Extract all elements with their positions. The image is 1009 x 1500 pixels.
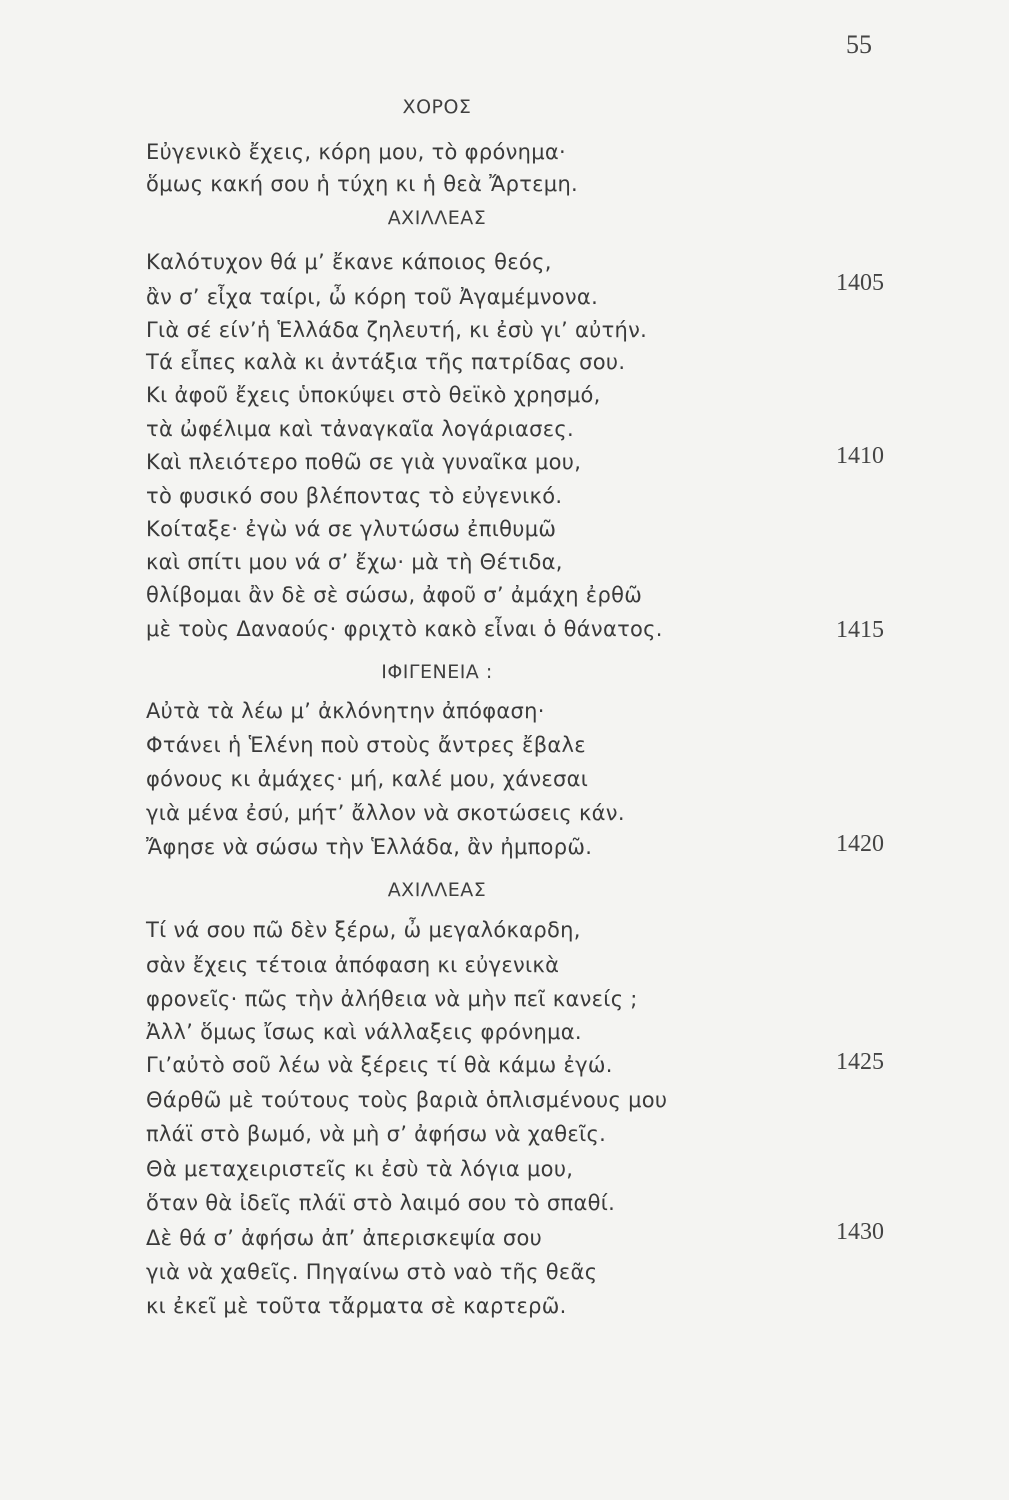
line-number: 1425	[836, 1049, 884, 1075]
verse-line: θλίβομαι ἂν δὲ σὲ σώσω, ἀφοῦ σ’ ἀμάχη ἐρθῶ	[146, 583, 643, 607]
verse-line: κι ἐκεῖ μὲ τοῦτα τἄρματα σὲ καρτερῶ.	[146, 1294, 567, 1318]
line-number: 1415	[836, 617, 884, 643]
verse-line: τὸ φυσικό σου βλέποντας τὸ εὐγενικό.	[146, 484, 563, 508]
verse-line: ὅμως κακή σου ἡ τύχη κι ἡ θεὰ Ἄρτεμη.	[146, 172, 579, 196]
verse-line: Δὲ θά σ’ ἀφήσω ἀπ’ ἀπερισκεψία σου	[146, 1226, 543, 1250]
verse-line: Καλότυχον θά μ’ ἔκανε κάποιος θεός,	[146, 250, 552, 274]
speaker-label: ΑΧΙΛΛΕΑΣ	[387, 207, 487, 229]
speaker-label: ΙΦΙΓΕΝΕΙΑ :	[381, 661, 493, 683]
verse-line: ἂν σ’ εἶχα ταίρι, ὦ κόρη τοῦ Ἀγαμέμνονα.	[146, 285, 599, 309]
speaker-label: ΑΧΙΛΛΕΑΣ	[387, 879, 487, 901]
verse-line: πλάϊ στὸ βωμό, νὰ μὴ σ’ ἀφήσω νὰ χαθεῖς.	[146, 1122, 607, 1146]
verse-line: γιὰ νὰ χαθεῖς. Πηγαίνω στὸ ναὸ τῆς θεᾶς	[146, 1260, 598, 1284]
line-number: 1405	[836, 270, 884, 296]
speaker-label: ΧΟΡΟΣ	[402, 96, 472, 118]
line-number: 1410	[836, 443, 884, 469]
verse-line: Φτάνει ἡ Ἑλένη ποὺ στοὺς ἄντρες ἔβαλε	[146, 733, 586, 757]
verse-line: μὲ τοὺς Δαναούς· φριχτὸ κακὸ εἶναι ὁ θάνατος.	[146, 617, 663, 641]
verse-line: Κοίταξε· ἐγὼ νά σε γλυτώσω ἐπιθυμῶ	[146, 517, 557, 541]
verse-line: Τί νά σου πῶ δὲν ξέρω, ὦ μεγαλόκαρδη,	[146, 918, 581, 942]
verse-line: Θὰ μεταχειριστεῖς κι ἐσὺ τὰ λόγια μου,	[146, 1157, 574, 1181]
verse-line: Εὐγενικὸ ἔχεις, κόρη μου, τὸ φρόνημα·	[146, 140, 567, 164]
verse-line: γιὰ μένα ἐσύ, μήτ’ ἄλλον νὰ σκοτώσεις κάν.	[146, 801, 625, 825]
page-number: 55	[846, 30, 872, 59]
line-number: 1430	[836, 1219, 884, 1245]
verse-line: Ἄφησε νὰ σώσω τὴν Ἑλλάδα, ἂν ἠμπορῶ.	[146, 835, 593, 859]
verse-line: Τά εἶπες καλὰ κι ἀντάξια τῆς πατρίδας σου.	[146, 350, 626, 374]
verse-line: τὰ ὠφέλιμα καὶ τἀναγκαῖα λογάριασες.	[146, 417, 574, 441]
verse-line: Θάρθῶ μὲ τούτους τοὺς βαριὰ ὁπλισμένους μου	[146, 1088, 668, 1112]
verse-line: φόνους κι ἀμάχες· μή, καλέ μου, χάνεσαι	[146, 767, 589, 791]
verse-line: Καὶ πλειότερο ποθῶ σε γιὰ γυναῖκα μου,	[146, 450, 582, 474]
verse-line: Κι ἀφοῦ ἔχεις ὑποκύψει στὸ θεϊκὸ χρησμό,	[146, 383, 601, 407]
verse-line: Ἀλλ’ ὅμως ἴσως καὶ νάλλαξεις φρόνημα.	[146, 1020, 582, 1044]
verse-line: Γιὰ σέ είν’ἡ Ἑλλάδα ζηλευτή, κι ἐσὺ γι’ αὐτήν.	[146, 318, 648, 342]
verse-line: ὅταν θὰ ἰδεῖς πλάϊ στὸ λαιμό σου τὸ σπαθί.	[146, 1191, 616, 1215]
verse-line: καὶ σπίτι μου νά σ’ ἔχω· μὰ τὴ Θέτιδα,	[146, 550, 563, 574]
verse-line: φρονεῖς· πῶς τὴν ἀλήθεια νὰ μὴν πεῖ κανείς ;	[146, 987, 638, 1011]
line-number: 1420	[836, 831, 884, 857]
verse-line: Αὐτὰ τὰ λέω μ’ ἀκλόνητην ἀπόφαση·	[146, 699, 545, 723]
verse-line: σὰν ἔχεις τέτοια ἀπόφαση κι εὐγενικὰ	[146, 953, 560, 977]
verse-line: Γι’αὐτὸ σοῦ λέω νὰ ξέρεις τί θὰ κάμω ἐγώ.	[146, 1053, 613, 1077]
